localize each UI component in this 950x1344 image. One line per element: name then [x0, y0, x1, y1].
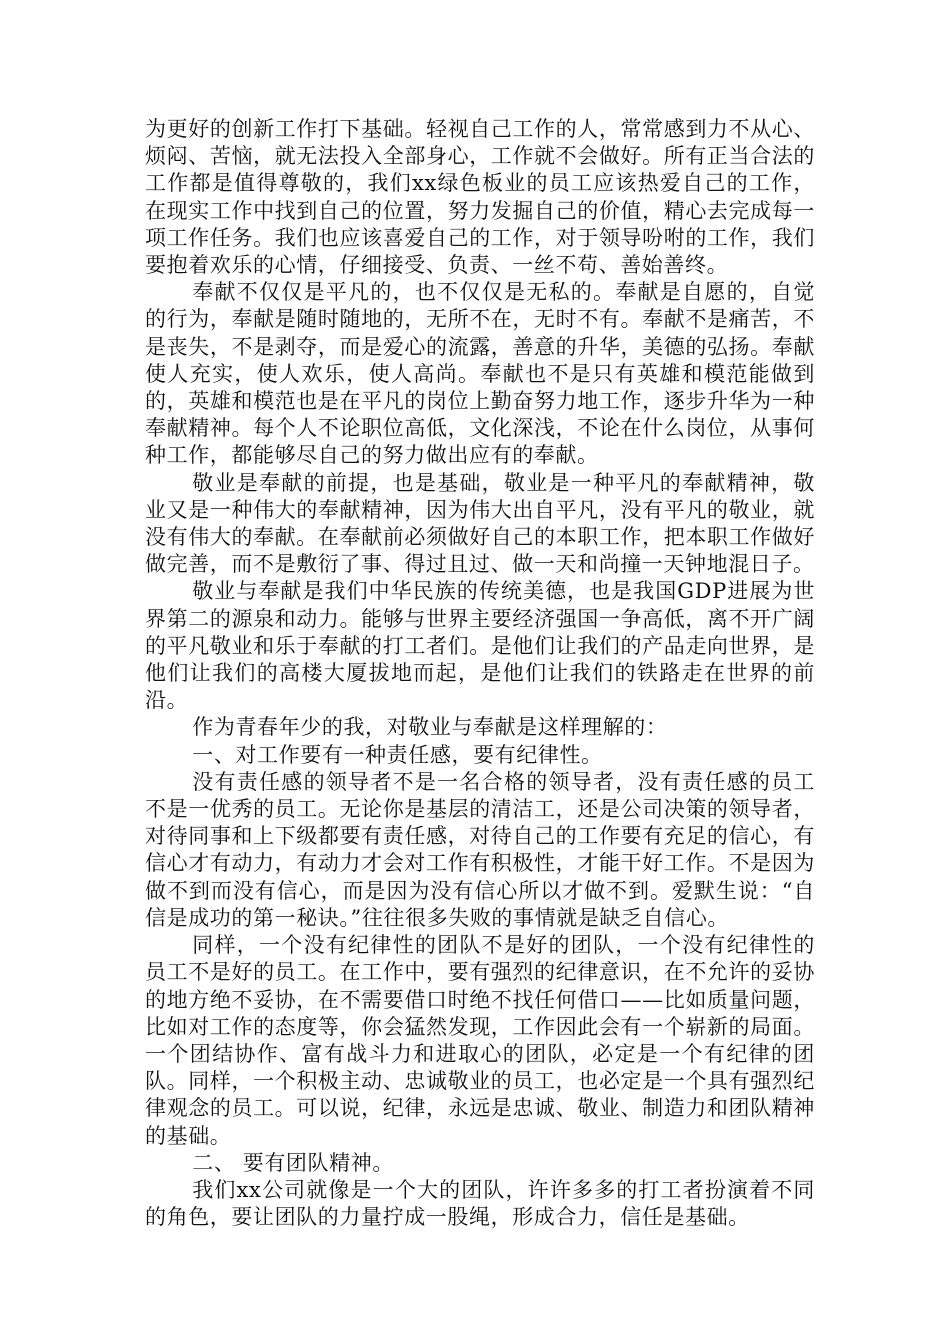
- section-heading-team-spirit: 二、 要有团队精神。: [192, 1150, 394, 1175]
- paragraph-traditional-virtue: 敬业与奉献是我们中华民族的传统美德，也是我国GDP进展为世界第二的源泉和动力。能够与世界主要经济强国一争高低，离不开广阔的平凡敬业和乐于奉献的打工者们。是他们让我们的产品走向世界，是他们让我们的高楼大厦拔地而起，是他们让我们的铁路走在世界的前沿。: [145, 579, 815, 713]
- paragraph-team: 我们xx公司就像是一个大的团队，许许多多的打工者扮演着不同的角色，要让团队的力量拧成一股绳，形成合力，信任是基础。: [145, 1177, 815, 1230]
- paragraph-discipline: 同样，一个没有纪律性的团队不是好的团队，一个没有纪律性的员工不是好的员工。在工作中，要有强烈的纪律意识，在不允许的妥协的地方绝不妥协，在不需要借口时绝不找任何借口——比如质量问题，比如对工作的态度等，你会猛然发现，工作因此会有一个崭新的局面。一个团结协作、富有战斗力和进取心的团队，必定是一个有纪律的团队。同样，一个积极主动、忠诚敬业的员工，也必定是一个具有强烈纪律观念的员工。可以说，纪律，永远是忠诚、敬业、制造力和团队精神的基础。: [145, 933, 815, 1148]
- paragraph-dedication-foundation: 敬业是奉献的前提，也是基础，敬业是一种平凡的奉献精神，敬业又是一种伟大的奉献精神，因为伟大出自平凡，没有平凡的敬业，就没有伟大的奉献。在奉献前必须做好自己的本职工作，把本职工作做好做完善，而不是敷衍了事、得过且过、做一天和尚撞一天钟地混日子。: [145, 470, 815, 577]
- document-body: [145, 116, 815, 1231]
- paragraph-dedication: 奉献不仅仅是平凡的，也不仅仅是无私的。奉献是自愿的，自觉的行为，奉献是随时随地的，无所不在，无时不有。奉献不是痛苦，不是丧失，不是剥夺，而是爱心的流露，善意的升华，美德的弘扬。奉献使人充实，使人欢乐，使人高尚。奉献也不是只有英雄和模范能做到的，英雄和模范也是在平凡的岗位上勤奋努力地工作，逐步升华为一种奉献精神。每个人不论职位高低，文化深浅，不论在什么岗位，从事何种工作，都能够尽自己的努力做出应有的奉献。: [145, 280, 815, 468]
- paragraph-continuation: 为更好的创新工作打下基础。轻视自己工作的人，常常感到力不从心、烦闷、苦恼，就无法投入全部身心，工作就不会做好。所有正当合法的工作都是值得尊敬的，我们xx绿色板业的员工应该热爱自己的工作，在现实工作中找到自己的位置，努力发掘自己的价值，精心去完成每一项工作任务。我们也应该喜爱自己的工作，对于领导吩咐的工作，我们要抱着欢乐的心情，仔细接受、负责、一丝不苟、善始善终。: [145, 117, 815, 278]
- paragraph-responsibility: 没有责任感的领导者不是一名合格的领导者，没有责任感的员工不是一优秀的员工。无论你是基层的清洁工，还是公司决策的领导者，对待同事和上下级都要有责任感，对待自己的工作要有充足的信心，有信心才有动力，有动力才会对工作有积极性，才能干好工作。不是因为做不到而没有信心，而是因为没有信心所以才做不到。爱默生说：“自信是成功的第一秘诀。”往往很多失败的事情就是缺乏自信心。: [145, 769, 815, 930]
- paragraph-understanding-intro: 作为青春年少的我，对敬业与奉献是这样理解的：: [192, 715, 668, 740]
- section-heading-responsibility: 一、对工作要有一种责任感，要有纪律性。: [192, 742, 603, 767]
